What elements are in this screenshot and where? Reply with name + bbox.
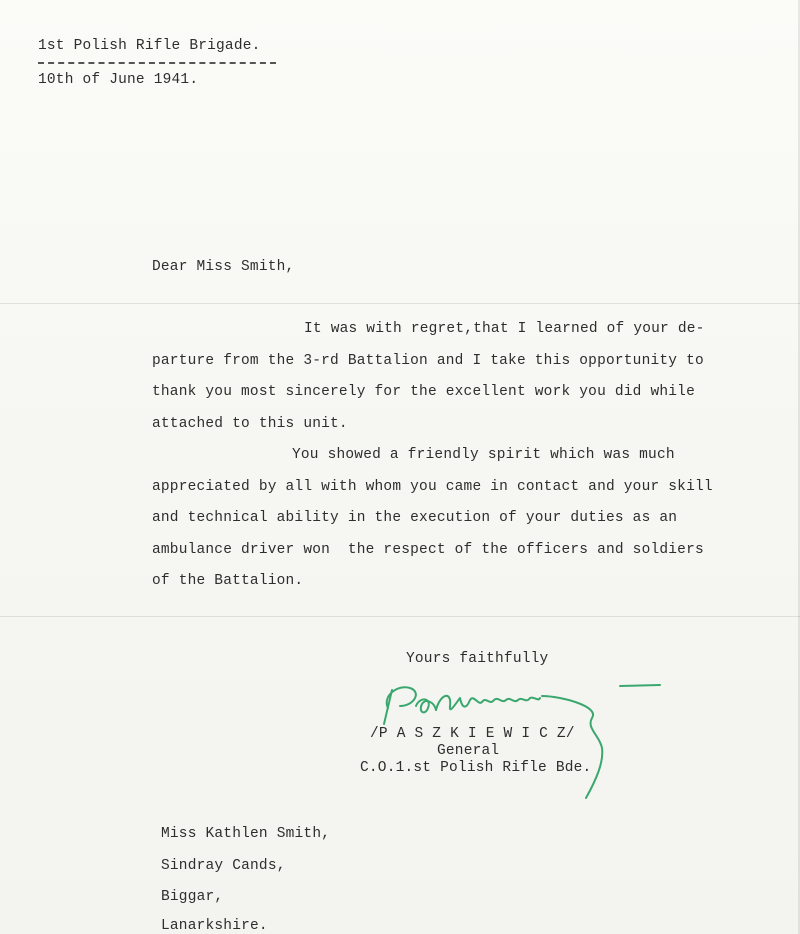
body-line: You showed a friendly spirit which was much [292,447,675,463]
salutation: Dear Miss Smith, [152,259,295,275]
valediction: Yours faithfully [406,651,549,667]
header-date: 10th of June 1941. [38,72,199,88]
body-line: of the Battalion. [152,573,304,589]
recipient-line: Miss Kathlen Smith, [161,826,331,842]
recipient-line: Sindray Cands, [161,858,286,874]
recipient-line: Biggar, [161,889,224,905]
header-unit: 1st Polish Rifle Brigade. [38,38,261,54]
fold-line [0,616,800,617]
recipient-line: Lanarkshire. [161,918,268,934]
header-underline [38,62,276,64]
body-line: parture from the 3-rd Battalion and I take this opportunity to [152,353,704,369]
body-line: appreciated by all with whom you came in contact and your skill [152,479,713,495]
fold-line [0,303,800,304]
signatory-rank: General [437,743,500,759]
body-line: ambulance driver won the respect of the officers and soldiers [152,542,704,558]
body-line: attached to this unit. [152,416,348,432]
signatory-title: C.O.1.st Polish Rifle Bde. [360,760,592,776]
body-line: and technical ability in the execution of your duties as an [152,510,678,526]
signatory-name: /P A S Z K I E W I C Z/ [370,726,575,742]
body-line: thank you most sincerely for the excellent work you did while [152,384,695,400]
body-line: It was with regret,that I learned of your de- [304,321,705,337]
